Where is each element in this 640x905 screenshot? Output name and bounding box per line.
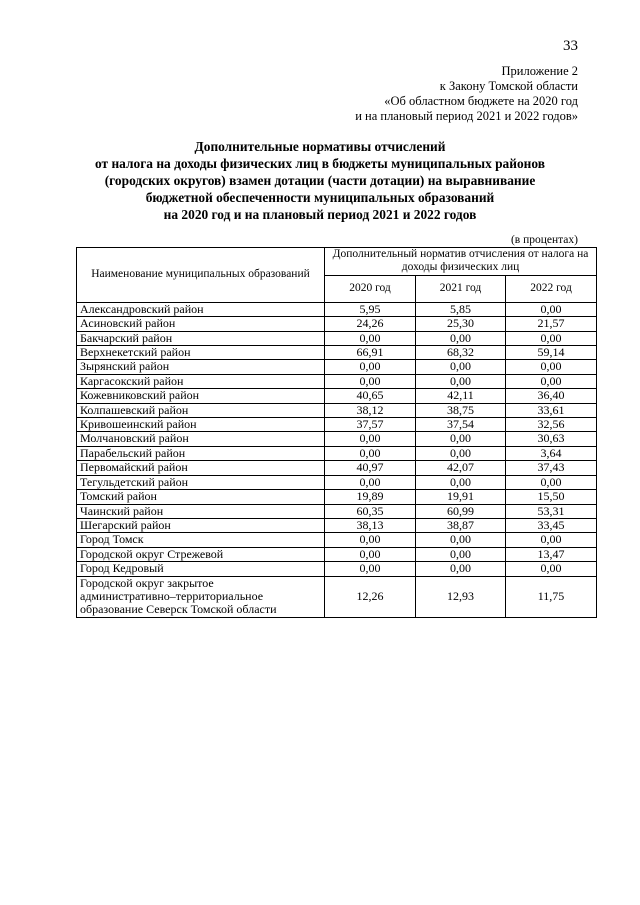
value-2021: 0,00: [416, 547, 506, 561]
value-2020: 38,12: [325, 403, 416, 417]
value-2022: 0,00: [506, 475, 597, 489]
value-2020: 0,00: [325, 547, 416, 561]
municipality-name: Шегарский район: [77, 518, 325, 532]
table-row: [77, 490, 597, 504]
municipality-name: Парабельский район: [77, 446, 325, 460]
value-2020: 40,65: [325, 389, 416, 403]
value-2022: 0,00: [506, 331, 597, 345]
value-2022: 13,47: [506, 547, 597, 561]
value-2022: 3,64: [506, 446, 597, 460]
value-2021: 5,85: [416, 302, 506, 316]
value-2020: 0,00: [325, 360, 416, 374]
value-2021: 0,00: [416, 446, 506, 460]
table-row: [77, 302, 597, 316]
value-2020: 38,13: [325, 518, 416, 532]
value-2021: 0,00: [416, 533, 506, 547]
table-row: [77, 446, 597, 460]
table-row: [77, 562, 597, 576]
value-2020: 0,00: [325, 331, 416, 345]
value-2020: 37,57: [325, 418, 416, 432]
value-2021: 25,30: [416, 317, 506, 331]
value-2020: 12,26: [325, 576, 416, 617]
tax-norms-table: [76, 247, 597, 618]
value-2021: 0,00: [416, 374, 506, 388]
municipality-name: Колпашевский район: [77, 403, 325, 417]
value-2021: 68,32: [416, 346, 506, 360]
value-2020: 0,00: [325, 562, 416, 576]
table-row: [77, 360, 597, 374]
table-row: [77, 317, 597, 331]
value-2022: 53,31: [506, 504, 597, 518]
page-number: 33: [563, 38, 578, 54]
table-body: [77, 302, 597, 617]
value-2020: 0,00: [325, 475, 416, 489]
municipality-name: Бакчарский район: [77, 331, 325, 345]
value-2022: 32,56: [506, 418, 597, 432]
title-line: (городских округов) взамен дотации (части дотации) на выравнивание: [104, 173, 536, 188]
value-2021: 0,00: [416, 331, 506, 345]
value-2021: 0,00: [416, 475, 506, 489]
value-2021: 42,07: [416, 461, 506, 475]
value-2020: 0,00: [325, 533, 416, 547]
table-row: [77, 403, 597, 417]
value-2022: 11,75: [506, 576, 597, 617]
header-year-2020: 2020 год: [325, 275, 416, 302]
value-2022: 30,63: [506, 432, 597, 446]
value-2022: 0,00: [506, 533, 597, 547]
appendix-line: к Закону Томской области: [439, 79, 578, 93]
name-line: Городской округ закрытое: [80, 575, 214, 590]
value-2020: 19,89: [325, 490, 416, 504]
municipality-name: Чаинский район: [77, 504, 325, 518]
title-line: бюджетной обеспеченности муниципальных образований: [145, 190, 495, 205]
title-line: от налога на доходы физических лиц в бюджеты муниципальных районов: [95, 156, 545, 171]
value-2021: 38,75: [416, 403, 506, 417]
value-2020: 0,00: [325, 432, 416, 446]
value-2022: 15,50: [506, 490, 597, 504]
value-2021: 0,00: [416, 432, 506, 446]
appendix-note: [355, 64, 578, 124]
value-2022: 0,00: [506, 562, 597, 576]
value-2022: 37,43: [506, 461, 597, 475]
table-row: [77, 331, 597, 345]
value-2020: 0,00: [325, 374, 416, 388]
table-row: [77, 432, 597, 446]
value-2020: 60,35: [325, 504, 416, 518]
value-2021: 60,99: [416, 504, 506, 518]
value-2021: 37,54: [416, 418, 506, 432]
municipality-name: Тегульдетский район: [77, 475, 325, 489]
municipality-name: Верхнекетский район: [77, 346, 325, 360]
value-2020: 24,26: [325, 317, 416, 331]
table-row: [77, 418, 597, 432]
title-line: Дополнительные нормативы отчислений: [194, 139, 446, 154]
value-2022: 0,00: [506, 302, 597, 316]
value-2021: 0,00: [416, 360, 506, 374]
table-row: [77, 461, 597, 475]
value-2021: 19,91: [416, 490, 506, 504]
table-row: [77, 533, 597, 547]
table-row: [77, 547, 597, 561]
value-2022: 33,61: [506, 403, 597, 417]
municipality-name: Молчановский район: [77, 432, 325, 446]
value-2021: 42,11: [416, 389, 506, 403]
value-2021: 12,93: [416, 576, 506, 617]
document-title: [0, 138, 640, 223]
table-row: [77, 346, 597, 360]
table-row: [77, 504, 597, 518]
municipality-name: Александровский район: [77, 302, 325, 316]
municipality-name: Каргасокский район: [77, 374, 325, 388]
value-2020: 40,97: [325, 461, 416, 475]
appendix-line: Приложение 2: [501, 64, 578, 78]
units-note: (в процентах): [510, 234, 578, 246]
name-line: образование Северск Томской области: [80, 602, 277, 617]
value-2020: 5,95: [325, 302, 416, 316]
value-2022: 0,00: [506, 360, 597, 374]
municipality-name: Город Томск: [77, 533, 325, 547]
municipality-name: Асиновский район: [77, 317, 325, 331]
municipality-name: [77, 576, 325, 617]
municipality-name: Томский район: [77, 490, 325, 504]
value-2020: 0,00: [325, 446, 416, 460]
municipality-name: Зырянский район: [77, 360, 325, 374]
value-2021: 0,00: [416, 562, 506, 576]
table-row: [77, 518, 597, 532]
header-year-2021: 2021 год: [416, 275, 506, 302]
header-year-2022: 2022 год: [506, 275, 597, 302]
value-2021: 38,87: [416, 518, 506, 532]
table-row: [77, 475, 597, 489]
appendix-line: «Об областном бюджете на 2020 год: [384, 94, 578, 108]
value-2022: 36,40: [506, 389, 597, 403]
municipality-name: Первомайский район: [77, 461, 325, 475]
municipality-name: Кожевниковский район: [77, 389, 325, 403]
municipality-name: Городской округ Стрежевой: [77, 547, 325, 561]
value-2022: 21,57: [506, 317, 597, 331]
value-2022: 59,14: [506, 346, 597, 360]
value-2022: 0,00: [506, 374, 597, 388]
table-row: [77, 374, 597, 388]
value-2020: 66,91: [325, 346, 416, 360]
table-row-seversk: [77, 576, 597, 617]
appendix-line: и на плановый период 2021 и 2022 годов»: [355, 109, 578, 123]
title-line: на 2020 год и на плановый период 2021 и 2022 годов: [163, 207, 477, 222]
municipality-name: Город Кедровый: [77, 562, 325, 576]
table-row: [77, 389, 597, 403]
name-line: административно–территориальное: [80, 588, 264, 603]
header-group: Дополнительный норматив отчисления от налога на доходы физических лиц: [325, 248, 597, 276]
header-name: Наименование муниципальных образований: [77, 248, 325, 303]
value-2022: 33,45: [506, 518, 597, 532]
municipality-name: Кривошеинский район: [77, 418, 325, 432]
